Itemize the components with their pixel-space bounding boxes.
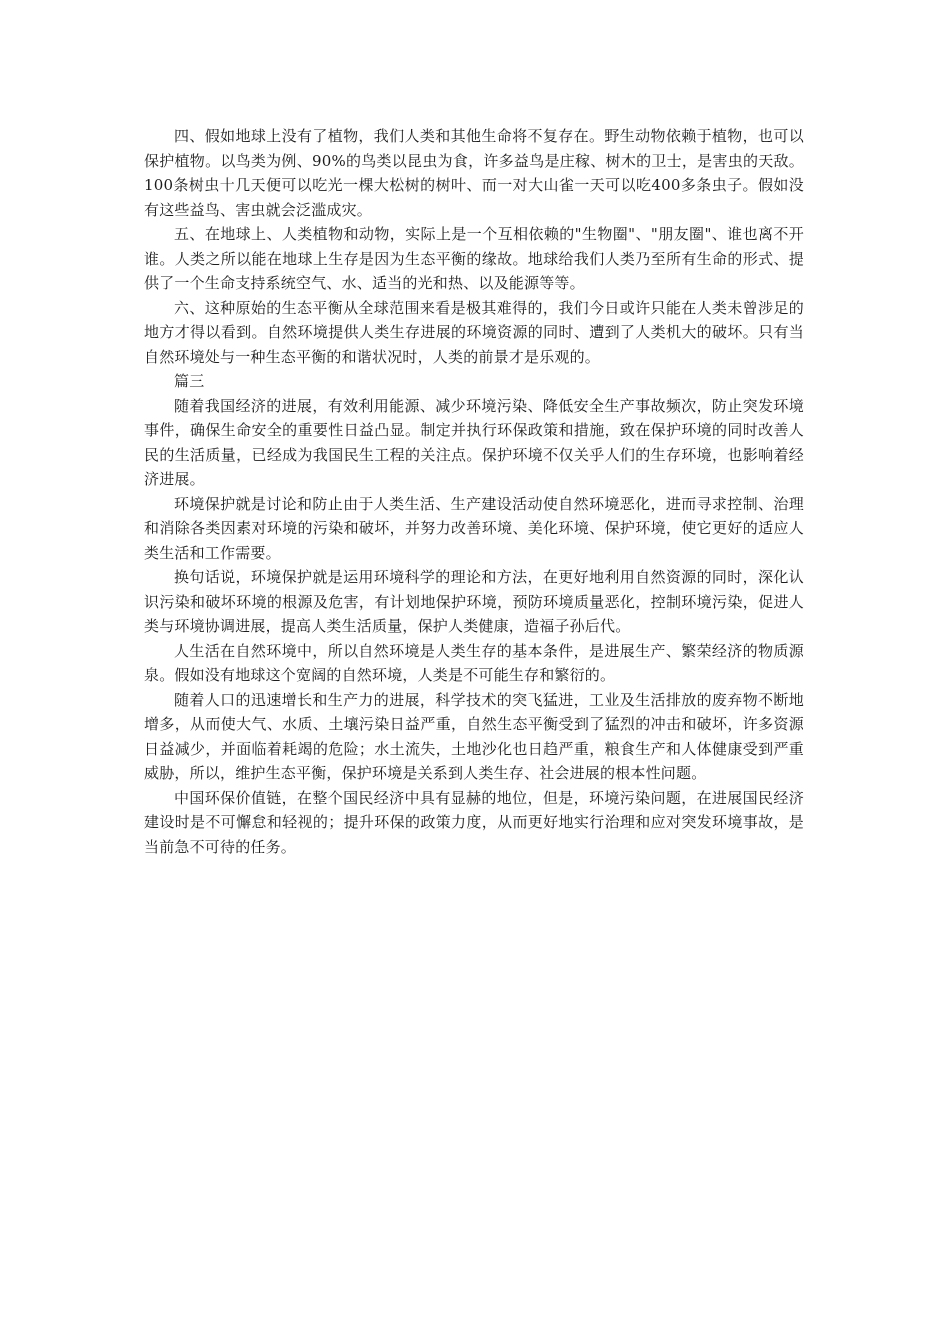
paragraph-in-other-words: 换句话说，环境保护就是运用环境科学的理论和方法，在更好地利用自然资源的同时，深化认识污染和破坏环境的根源及危害，有计划地保护环境，预防环境质量恶化，控制环境污染，促进人类与环境协调进展，提高人类生活质量，保护人类健康，造福子孙后代。 xyxy=(144,568,804,635)
paragraph-biosphere: 五、在地球上、人类植物和动物，实际上是一个互相依赖的"生物圈"、"朋友圈"、谁也离不开谁。人类之所以能在地球上生存是因为生态平衡的缘故。地球给我们人类乃至所有生命的形式、提供了一个生命支持系统空气、水、适当的光和热、以及能源等等。 xyxy=(144,225,804,292)
document-body xyxy=(144,124,804,859)
paragraph-natural-environment: 人生活在自然环境中，所以自然环境是人类生存的基本条件，是进展生产、繁荣经济的物质源泉。假如没有地球这个宽阔的自然环境，人类是不可能生存和繁衍的。 xyxy=(144,641,804,684)
section-heading: 篇三 xyxy=(174,372,205,390)
paragraph-economy: 随着我国经济的进展，有效利用能源、减少环境污染、降低安全生产事故频次，防止突发环境事件，确保生命安全的重要性日益凸显。制定并执行环保政策和措施，致在保护环境的同时改善人民的生活质量，已经成为我国民生工程的关注点。保护环境不仅关乎人们的生存环境，也影响着经济进展。 xyxy=(144,396,804,488)
paragraph-value-chain: 中国环保价值链，在整个国民经济中具有显赫的地位，但是，环境污染问题，在进展国民经济建设时是不可懈怠和轻视的；提升环保的政策力度，从而更好地实行治理和应对突发环境事故，是当前急不可待的任务。 xyxy=(144,788,804,856)
paragraph-ecological-balance: 六、这种原始的生态平衡从全球范围来看是极其难得的，我们今日或许只能在人类未曾涉足的地方才得以看到。自然环境提供人类生存进展的环境资源的同时、遭到了人类机大的破坏。只有当自然环境处与一种生态平衡的和谐状况时，人类的前景才是乐观的。 xyxy=(144,298,804,366)
paragraph-population-growth: 随着人口的迅速增长和生产力的进展，科学技术的突飞猛进，工业及生活排放的废弃物不断地增多，从而使大气、水质、土壤污染日益严重，自然生态平衡受到了猛烈的冲击和破坏，许多资源日益减少，并面临着耗竭的危险；水土流失，土地沙化也日趋严重，粮食生产和人体健康受到严重威胁，所以，维护生态平衡，保护环境是关系到人类生存、社会进展的根本性问题。 xyxy=(144,690,804,782)
paragraph-plants: 四、假如地球上没有了植物，我们人类和其他生命将不复存在。野生动物依赖于植物，也可以保护植物。以鸟类为例、90%的鸟类以昆虫为食，许多益鸟是庄稼、树木的卫士，是害虫的天敌。100条树虫十几天便可以吃光一棵大松树的树叶、而一对大山雀一天可以吃400多条虫子。假如没有这些益鸟、害虫就会泛滥成灾。 xyxy=(144,127,804,219)
paragraph-definition: 环境保护就是讨论和防止由于人类生活、生产建设活动使自然环境恶化，进而寻求控制、治理和消除各类因素对环境的污染和破坏，并努力改善环境、美化环境、保护环境，使它更好的适应人类生活和工作需要。 xyxy=(144,494,804,562)
